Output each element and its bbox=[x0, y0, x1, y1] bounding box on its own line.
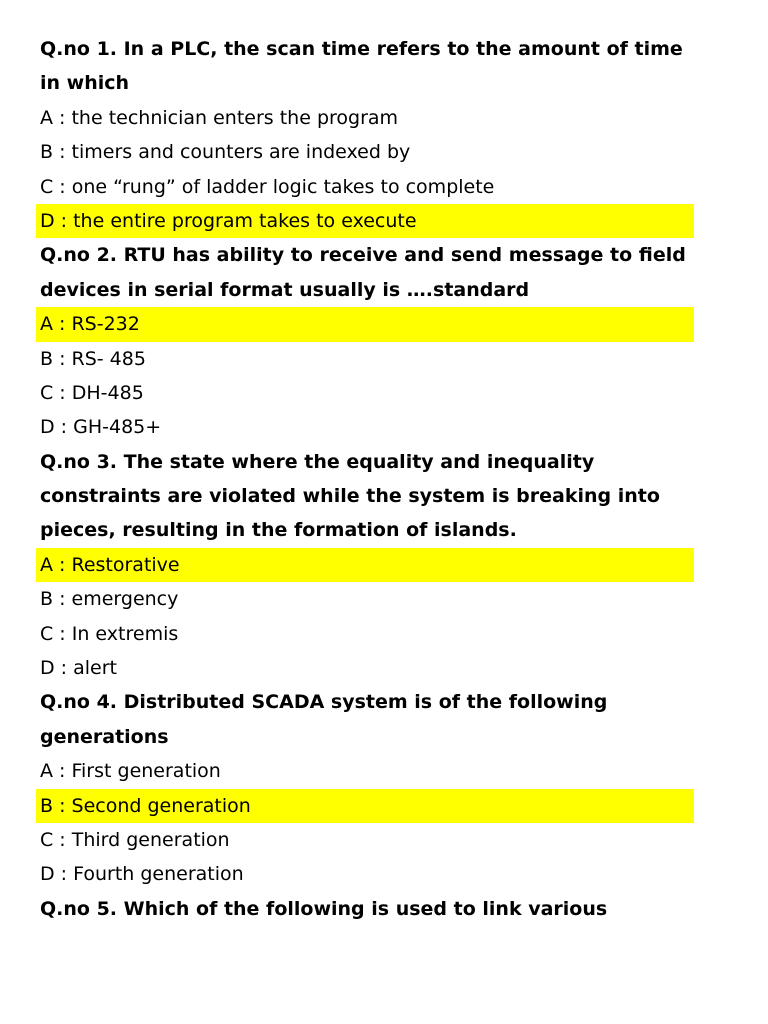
question-3-option-c: C : In extremis bbox=[40, 622, 179, 645]
question-2-option-a-highlighted-answer: A : RS-232 bbox=[36, 307, 694, 341]
question-1-option-b: B : timers and counters are indexed by bbox=[40, 141, 411, 164]
question-4-option-c: C : Third generation bbox=[40, 828, 230, 851]
question-1-text-line: Q.no 1. In a PLC, the scan time refers to the amount of time bbox=[40, 38, 683, 60]
question-2-text-line: devices in serial format usually is ….standard bbox=[40, 278, 530, 301]
question-2 bbox=[36, 238, 694, 444]
question-3-text-line: Q.no 3. The state where the equality and inequality bbox=[40, 450, 595, 473]
question-3-text-line: constraints are violated while the system is breaking into bbox=[40, 485, 660, 508]
question-1-option-d-highlighted-answer: D : the entire program takes to execute bbox=[36, 204, 694, 238]
question-2-option-d: D : GH-485+ bbox=[40, 416, 162, 439]
question-4-text-line: generations bbox=[40, 725, 169, 748]
question-4 bbox=[36, 685, 694, 891]
question-1-option-c: C : one “rung” of ladder logic takes to complete bbox=[40, 175, 495, 198]
question-5-text-line: Q.no 5. Which of the following is used to link various bbox=[40, 897, 608, 920]
question-3 bbox=[36, 445, 694, 686]
question-4-option-a: A : First generation bbox=[40, 760, 221, 783]
question-3-option-d: D : alert bbox=[40, 657, 117, 680]
question-5 bbox=[36, 892, 694, 926]
question-4-option-b-highlighted-answer: B : Second generation bbox=[36, 789, 694, 823]
question-2-text-line: Q.no 2. RTU has ability to receive and send message to field bbox=[40, 244, 686, 267]
question-4-option-d: D : Fourth generation bbox=[40, 863, 244, 886]
question-1 bbox=[36, 32, 694, 238]
question-1-text-line: in which bbox=[40, 72, 130, 95]
question-3-option-b: B : emergency bbox=[40, 588, 179, 611]
question-2-option-b: B : RS- 485 bbox=[40, 347, 146, 370]
question-3-text-line: pieces, resulting in the formation of islands. bbox=[40, 519, 517, 542]
question-1-option-a: A : the technician enters the program bbox=[40, 106, 399, 129]
question-3-option-a-highlighted-answer: A : Restorative bbox=[36, 548, 694, 582]
question-4-text-line: Q.no 4. Distributed SCADA system is of the following bbox=[40, 691, 608, 714]
quiz-document bbox=[36, 32, 694, 926]
question-2-option-c: C : DH-485 bbox=[40, 381, 144, 404]
